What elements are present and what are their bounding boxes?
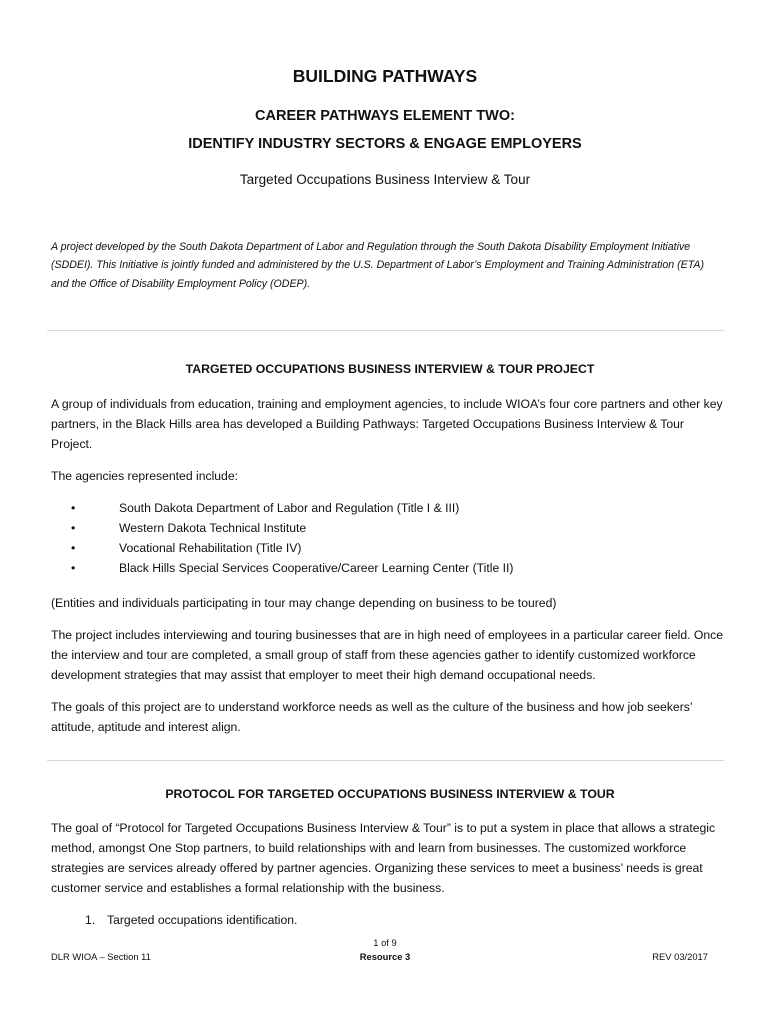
bullet-icon: • (71, 501, 76, 515)
list-item-text: Targeted occupations identification. (107, 913, 298, 927)
intro-paragraph: A project developed by the South Dakota Department of Labor and Regulation through the South Dakota Disability Employment Initiative (SDDEI). This Initiative is jointly funded and administered by the U.S. Department of Labor’s Employment and Training Administration (ETA) and the Office of Disability Employment Policy (ODEP). (51, 241, 704, 290)
section-divider (47, 330, 724, 331)
participation-note: (Entities and individuals participating in tour may change depending on business to be toured) (51, 596, 557, 610)
section-heading-protocol: PROTOCOL FOR TARGETED OCCUPATIONS BUSINESS INTERVIEW & TOUR (165, 787, 615, 801)
document-subtitle-sectors: IDENTIFY INDUSTRY SECTORS & ENGAGE EMPLOYERS (188, 136, 582, 152)
agency-list (51, 498, 721, 578)
footer-page-number: 1 of 9 (373, 937, 397, 948)
protocol-paragraph: The goal of “Protocol for Targeted Occupations Business Interview & Tour” is to put a system in place that allows a strategic method, amongst One Stop partners, to build relationships with and learn from businesses. The customized workforce strategies are services already offered by partner agencies. Organizing these services to meet a business’ needs is great customer service and establishes a formal relationship with the business. (51, 821, 716, 895)
agency-name: Black Hills Special Services Cooperative/Career Learning Center (Title II) (119, 561, 514, 575)
list-item (51, 558, 721, 578)
bullet-icon: • (71, 521, 76, 535)
document-title: BUILDING PATHWAYS (292, 66, 478, 86)
document-subtitle-element: CAREER PATHWAYS ELEMENT TWO: (255, 108, 515, 124)
bullet-icon: • (71, 561, 76, 575)
project-paragraph: A group of individuals from education, training and employment agencies, to include WIOA’s four core partners and other key partners, in the Black Hills area has developed a Building Pathways: Targeted Occupations Business Interview & Tour Project. (51, 397, 723, 451)
bullet-icon: • (71, 541, 76, 555)
agency-name: Western Dakota Technical Institute (119, 521, 307, 535)
agency-name: Vocational Rehabilitation (Title IV) (119, 541, 302, 555)
footer-revision: REV 03/2017 (652, 951, 708, 962)
numbered-list-item (85, 910, 297, 930)
section-heading-project: TARGETED OCCUPATIONS BUSINESS INTERVIEW & TOUR PROJECT (185, 362, 595, 376)
list-item (51, 498, 721, 518)
agencies-intro: The agencies represented include: (51, 469, 238, 483)
goals-paragraph: The goals of this project are to understand workforce needs as well as the culture of the business and how job seekers’ attitude, aptitude and interest align. (51, 700, 693, 734)
footer-section-label: DLR WIOA – Section 11 (51, 951, 151, 962)
document-subtitle-tour: Targeted Occupations Business Interview & Tour (239, 172, 531, 187)
section-divider (47, 760, 724, 761)
agency-name: South Dakota Department of Labor and Regulation (Title I & III) (119, 501, 460, 515)
footer-resource-label: Resource 3 (359, 951, 411, 962)
project-description-paragraph: The project includes interviewing and touring businesses that are in high need of employees in a particular career field. Once the interview and tour are completed, a small group of staff from these agencies gather to identify customized workforce development strategies that may assist that employer to meet their high demand occupational needs. (51, 628, 724, 682)
list-item (51, 518, 721, 538)
list-item (51, 538, 721, 558)
list-number: 1. (85, 913, 96, 927)
